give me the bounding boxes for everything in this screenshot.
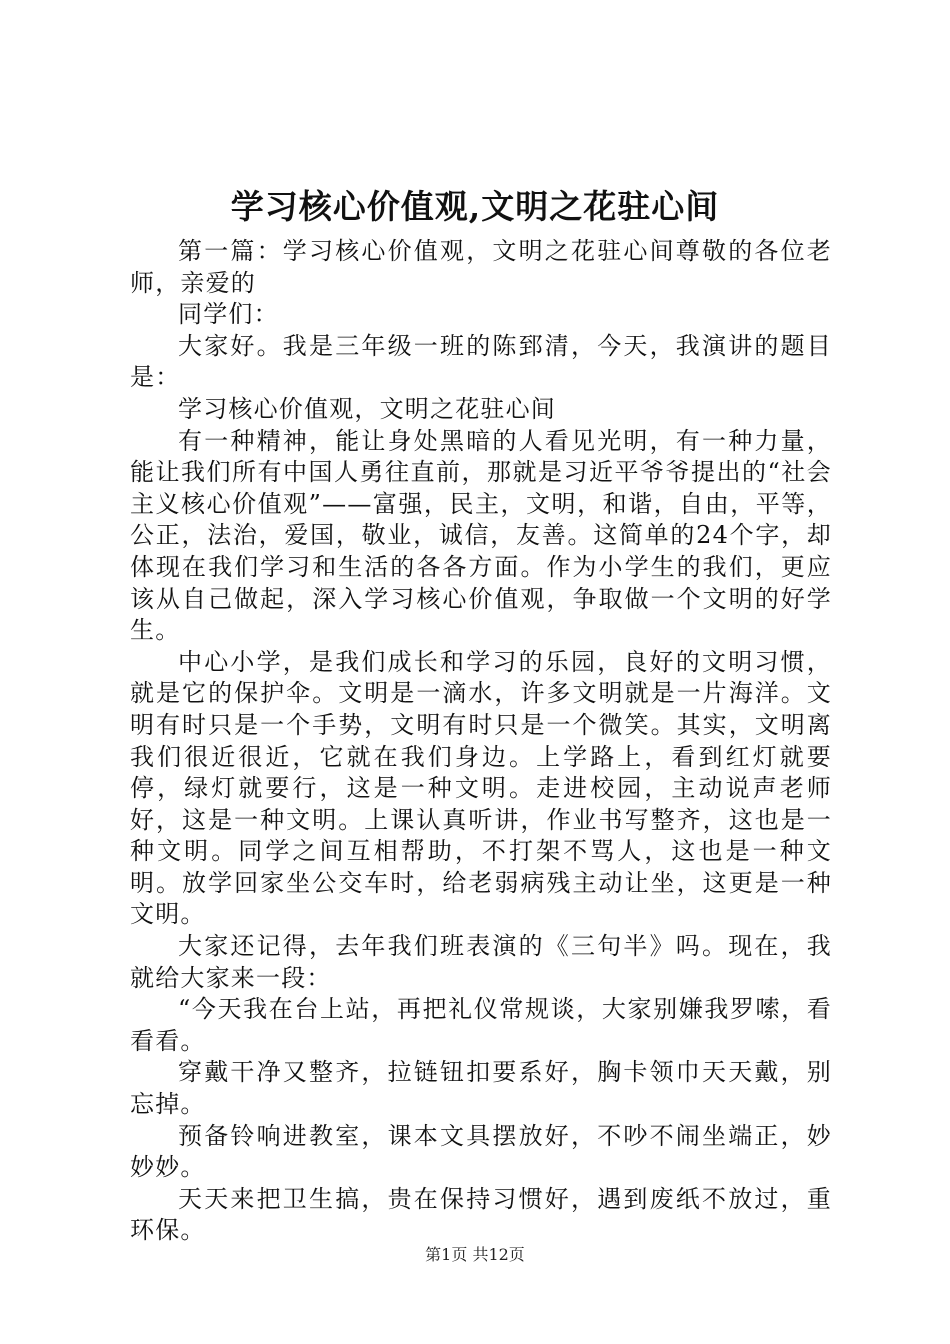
paragraph: 大家还记得，去年我们班表演的《三句半》吗。现在，我就给大家来一段： (130, 932, 832, 992)
paragraph: 穿戴干净又整齐，拉链钮扣要系好，胸卡领巾天天戴，别忘掉。 (130, 1058, 832, 1119)
paragraph: 天天来把卫生搞，贵在保持习惯好，遇到废纸不放过，重环保。 (130, 1184, 832, 1245)
paragraph: 预备铃响进教室，课本文具摆放好，不吵不闹坐端正，妙妙妙。 (130, 1121, 832, 1182)
paragraph: 中心小学，是我们成长和学习的乐园，良好的文明习惯，就是它的保护伞。文明是一滴水，许多文明就是一片海洋。文明有时只是一个手势，文明有时只是一个微笑。其实，文明离我们很近很近，它就在我们身边。上学路上，看到红灯就要停，绿灯就要行，这是一种文明。走进校园，主动说声老师好，这是一种文明。上课认真听讲，作业书写整齐，这也是一种文明。同学之间互相帮助，不打架不骂人，这也是一种文明。放学回家坐公交车时，给老弱病残主动让坐，这更是一种文明。 (130, 647, 832, 929)
paragraph: “今天我在台上站，再把礼仪常规谈，大家别嫌我罗嗦，看看看。 (130, 995, 832, 1055)
paragraph: 大家好。我是三年级一班的陈郅清，今天，我演讲的题目是： (130, 331, 832, 392)
paragraph: 有一种精神，能让身处黑暗的人看见光明，有一种力量，能让我们所有中国人勇往直前，那就是习近平爷爷提出的“社会主义核心价值观”——富强，民主，文明，和谐，自由，平等，公正，法治，爱国，敬业，诚信，友善。这简单的24个字，却体现在我们学习和生活的各各方面。作为小学生的我们，更应该从自己做起，深入学习核心价值观，争取做一个文明的好学生。 (130, 426, 832, 645)
document-body (130, 236, 832, 1247)
page-number-footer: 第1页 共12页 (425, 1245, 525, 1264)
paragraph: 第一篇：学习核心价值观，文明之花驻心间尊敬的各位老师，亲爱的 (130, 237, 832, 297)
paragraph: 同学们： (178, 300, 279, 329)
paragraph: 学习核心价值观，文明之花驻心间 (178, 394, 556, 423)
document-title: 学习核心价值观,文明之花驻心间 (230, 187, 720, 226)
